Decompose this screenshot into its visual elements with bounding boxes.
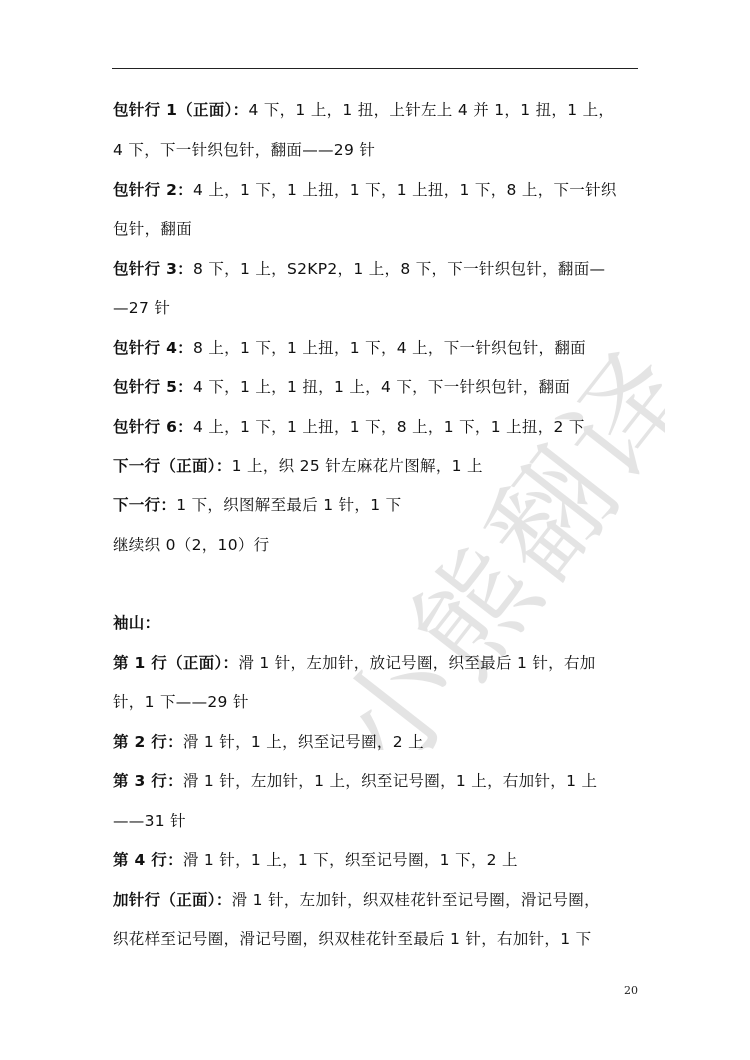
row-text: 织花样至记号圈，滑记号圈，织双桂花针至最后 1 针，右加针，1 下 [113, 930, 592, 948]
text-line [113, 613, 160, 633]
text-line [113, 653, 596, 673]
row-label: 包针行 4： [113, 339, 193, 357]
row-text: 滑 1 针，左加针，1 上，织至记号圈，1 上，右加针，1 上 [182, 772, 598, 790]
text-line [113, 377, 570, 397]
text-line [113, 929, 591, 949]
row-label: 第 2 行： [113, 733, 183, 751]
row-text: 4 下，1 上，1 扭，1 上，4 下，下一针织包针，翻面 [192, 378, 571, 396]
row-text: 8 上，1 下，1 上扭，1 下，4 上，下一针织包针，翻面 [192, 339, 586, 357]
row-text: —27 针 [113, 299, 171, 317]
row-label: 下一行（正面）： [113, 457, 232, 475]
row-label: 下一行： [113, 496, 177, 514]
text-line [113, 259, 605, 279]
text-line [113, 535, 269, 555]
page-number: 20 [624, 984, 638, 997]
text-line [113, 850, 518, 870]
row-text: 4 下，1 上，1 扭，上针左上 4 并 1，1 扭，1 上， [248, 101, 615, 119]
row-text: 4 上，1 下，1 上扭，1 下，1 上扭，1 下，8 上，下一针织 [192, 181, 617, 199]
row-text: 滑 1 针，1 上，1 下，织至记号圈，1 下，2 上 [182, 851, 518, 869]
text-line [113, 495, 401, 515]
text-line [113, 338, 586, 358]
row-text: 1 上，织 25 针左麻花片图解，1 上 [231, 457, 483, 475]
row-text: 1 下，织图解至最后 1 针，1 下 [176, 496, 402, 514]
text-line [113, 811, 186, 831]
row-text: 8 下，1 上，S2KP2，1 上，8 下，下一针织包针，翻面— [192, 260, 606, 278]
header-rule [112, 68, 638, 69]
row-label: 袖山： [113, 614, 161, 632]
row-text: 4 下，下一针织包针，翻面——29 针 [113, 141, 376, 159]
text-line [113, 100, 614, 120]
row-label: 包针行 6： [113, 418, 193, 436]
text-line [113, 180, 617, 200]
row-text: 4 上，1 下，1 上扭，1 下，8 上，1 下，1 上扭，2 下 [192, 418, 585, 436]
row-label: 第 1 行（正面）： [113, 654, 239, 672]
row-label: 包针行 2： [113, 181, 193, 199]
row-label: 包针行 3： [113, 260, 193, 278]
row-label: 第 3 行： [113, 772, 183, 790]
row-text: 包针，翻面 [113, 220, 193, 238]
text-line [113, 219, 192, 239]
row-text: 继续织 0（2，10）行 [113, 536, 270, 554]
watermark-text: 小熊翻译 [308, 323, 665, 750]
row-label: 包针行 1（正面）： [113, 101, 249, 119]
text-line [113, 417, 585, 437]
text-line [113, 692, 249, 712]
row-text: 针，1 下——29 针 [113, 693, 249, 711]
row-text: 滑 1 针，左加针，织双桂花针至记号圈，滑记号圈， [231, 891, 600, 909]
text-line [113, 890, 600, 910]
row-text: 滑 1 针，1 上，织至记号圈，2 上 [182, 733, 424, 751]
text-line [113, 298, 170, 318]
row-label: 加针行（正面）： [113, 891, 232, 909]
text-line [113, 771, 597, 791]
text-line [113, 140, 375, 160]
row-label: 第 4 行： [113, 851, 183, 869]
text-line [113, 732, 424, 752]
row-label: 包针行 5： [113, 378, 193, 396]
row-text: ——31 针 [113, 812, 186, 830]
row-text: 滑 1 针，左加针，放记号圈，织至最后 1 针，右加 [238, 654, 596, 672]
text-line [113, 456, 483, 476]
